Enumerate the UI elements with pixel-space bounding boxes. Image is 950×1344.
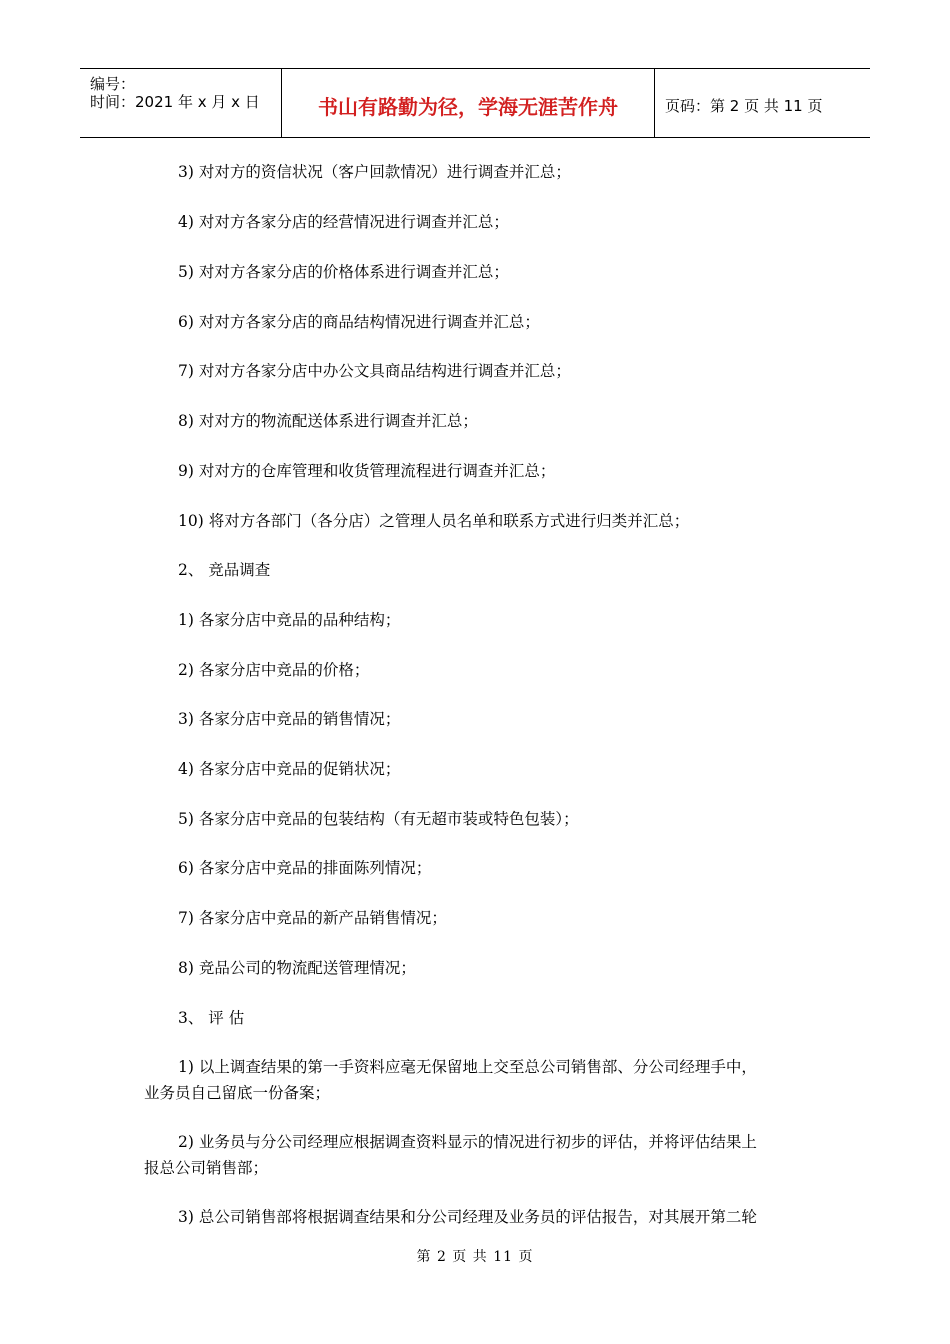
body-line: 8) 对对方的物流配送体系进行调查并汇总； [178, 412, 478, 430]
body-line: 1) 以上调查结果的第一手资料应毫无保留地上交至总公司销售部、分公司经理手中， [178, 1058, 757, 1076]
body-line: 4) 各家分店中竞品的促销状况； [178, 760, 401, 778]
body-line: 7) 各家分店中竞品的新产品销售情况； [178, 909, 447, 927]
page-footer: 第 2 页 共 11 页 [416, 1249, 534, 1265]
body-line: 3) 总公司销售部将根据调查结果和分公司经理及业务员的评估报告，对其展开第二轮 [178, 1208, 757, 1226]
body-line: 5) 各家分店中竞品的包装结构（有无超市装或特色包装）； [178, 810, 579, 828]
body-line: 1) 各家分店中竞品的品种结构； [178, 611, 401, 629]
body-line: 2) 各家分店中竞品的价格； [178, 661, 370, 679]
body-line: 3) 对对方的资信状况（客户回款情况）进行调查并汇总； [178, 163, 571, 181]
body-line: 4) 对对方各家分店的经营情况进行调查并汇总； [178, 213, 509, 231]
section-heading: 3、 评 估 [178, 1009, 245, 1027]
body-line: 10) 将对方各部门（各分店）之管理人员名单和联系方式进行归类并汇总； [178, 512, 690, 530]
body-line: 9) 对对方的仓库管理和收货管理流程进行调查并汇总； [178, 462, 556, 480]
body-line: 业务员自己留底一份备案； [144, 1084, 331, 1102]
header-meta-cell [80, 69, 282, 137]
header-motto-cell [282, 69, 655, 137]
document-date: 时间：2021 年 x 月 x 日 [90, 93, 260, 111]
body-line: 7) 对对方各家分店中办公文具商品结构进行调查并汇总； [178, 362, 571, 380]
page-header [80, 68, 870, 138]
body-line: 5) 对对方各家分店的价格体系进行调查并汇总； [178, 263, 509, 281]
header-page-cell [655, 69, 870, 137]
section-heading: 2、 竞品调查 [178, 561, 271, 579]
body-line: 3) 各家分店中竞品的销售情况； [178, 710, 401, 728]
header-page-info: 页码：第 2 页 共 11 页 [665, 97, 823, 115]
body-line: 6) 对对方各家分店的商品结构情况进行调查并汇总； [178, 313, 540, 331]
header-motto: 书山有路勤为径，学海无涯苦作舟 [318, 95, 618, 119]
body-line: 6) 各家分店中竞品的排面陈列情况； [178, 859, 432, 877]
document-number-label: 编号： [90, 75, 136, 93]
body-line: 2) 业务员与分公司经理应根据调查资料显示的情况进行初步的评估，并将评估结果上 [178, 1133, 757, 1151]
body-line: 报总公司销售部； [144, 1159, 269, 1177]
body-line: 8) 竞品公司的物流配送管理情况； [178, 959, 416, 977]
